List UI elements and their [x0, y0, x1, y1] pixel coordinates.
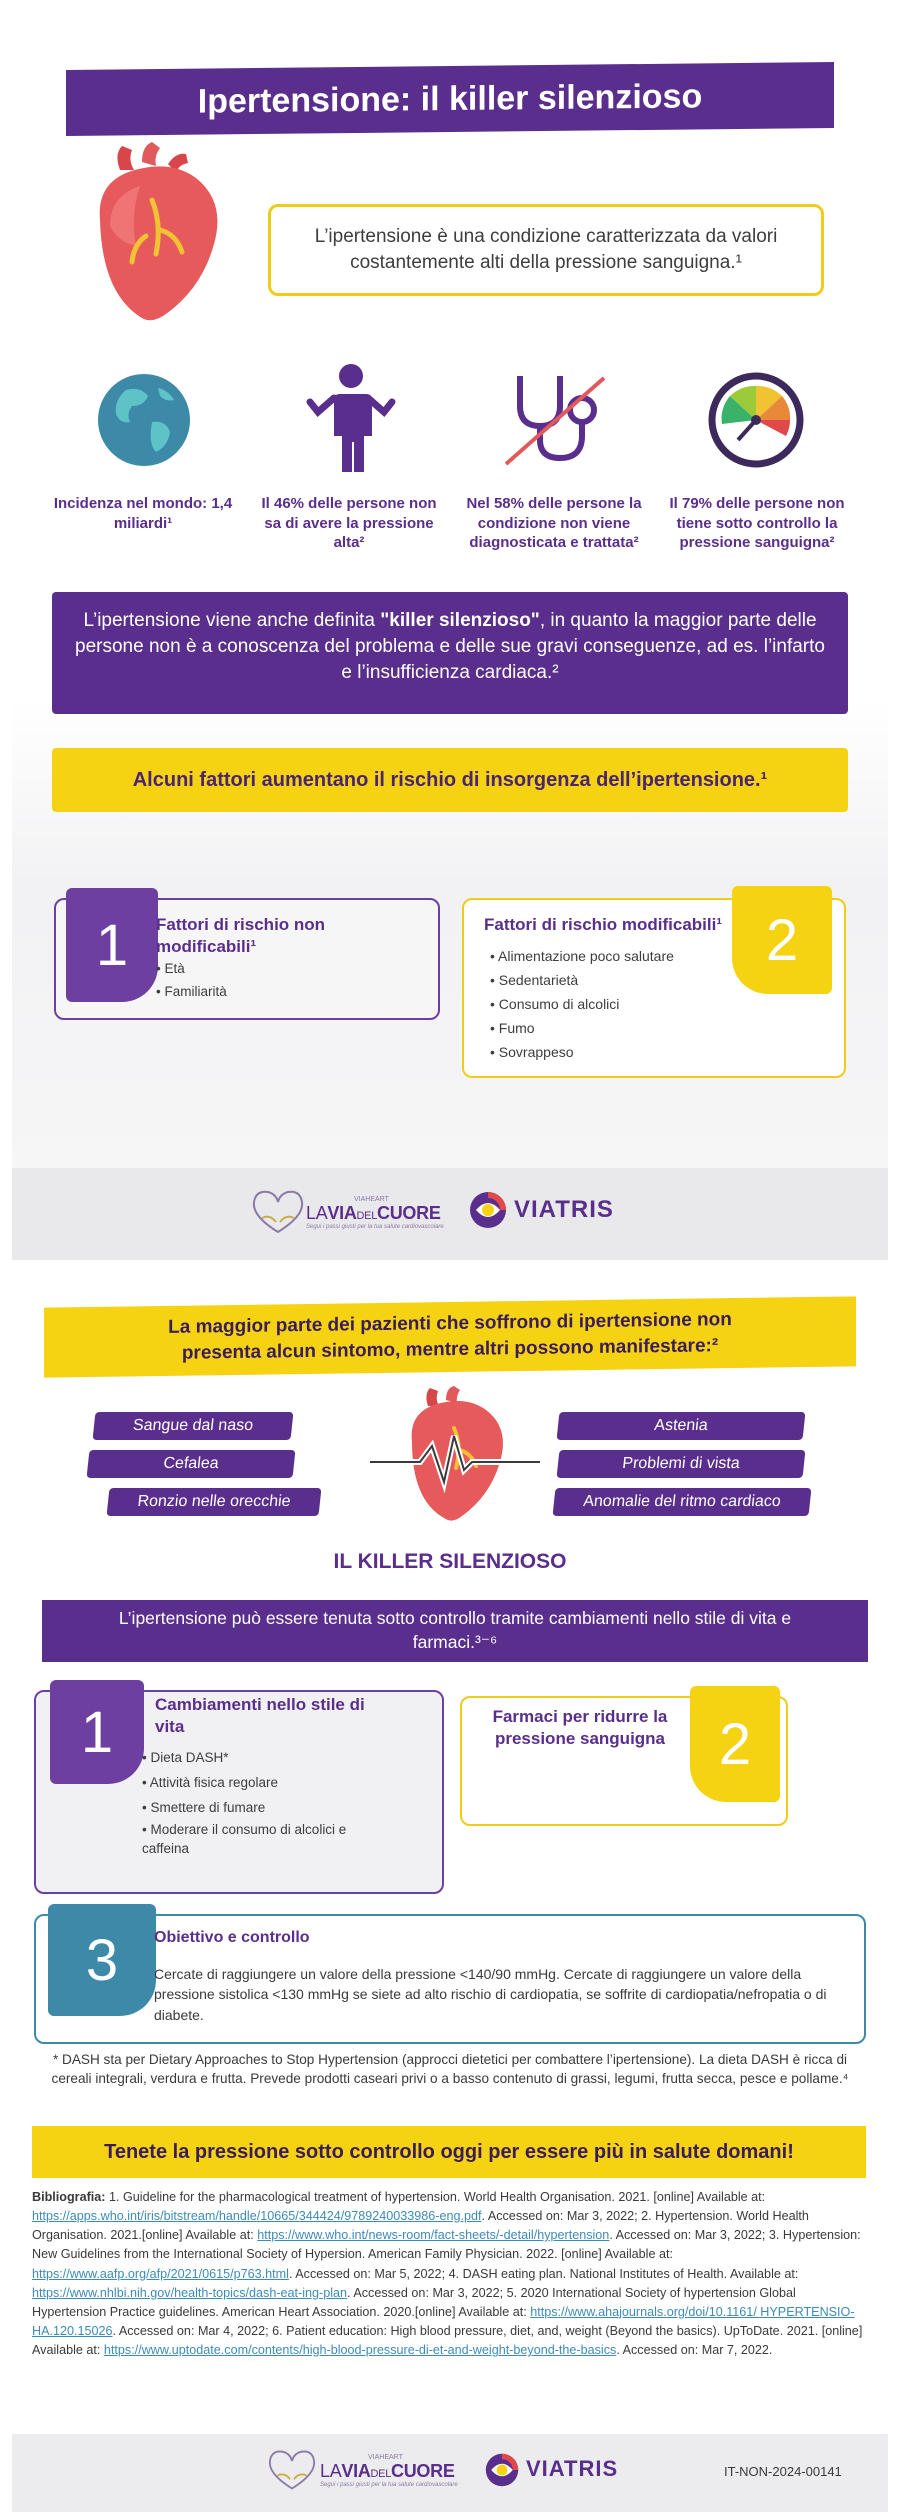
symptom-pill: Sangue dal naso — [93, 1412, 294, 1440]
reference-link[interactable]: https://www.who.int/news-room/fact-sheets/-detail/hypertension — [257, 2228, 610, 2243]
list-item: • Consumo di alcolici — [490, 992, 730, 1016]
stat-label: Il 79% delle persone non tiene sotto controllo la pressione sanguigna² — [669, 495, 845, 551]
symptom-pill: Cefalea — [87, 1450, 296, 1478]
gauge-icon — [708, 372, 804, 468]
logo-text: LA — [306, 1203, 328, 1223]
bibliography-label: Bibliografia: — [32, 2190, 106, 2204]
card-title: Obiettivo e controllo — [154, 1929, 310, 1946]
card-number: 1 — [66, 888, 158, 1002]
list-item: • Alimentazione poco salutare — [490, 944, 730, 968]
risk-factors-banner: Alcuni fattori aumentano il rischio di insorgenza dell’ipertensione.¹ — [52, 748, 848, 812]
logo-text: CUORE — [391, 2461, 455, 2481]
list-item: • Fumo — [490, 1016, 730, 1040]
heart-hands-logo-icon — [248, 1188, 308, 1238]
globe-icon — [96, 372, 192, 468]
card-title: Fattori di rischio non modificabili¹ — [156, 915, 326, 957]
list-item: • Dieta DASH* — [142, 1746, 382, 1771]
viatris-logo-text: VIATRIS — [526, 2456, 619, 2481]
stat-label: Il 46% delle persone non sa di avere la pressione alta² — [261, 495, 437, 551]
reference-link[interactable]: https://www.aafp.org/afp/2021/0615/p763.html — [32, 2266, 289, 2281]
logo-text: DEL — [370, 2468, 392, 2480]
card-number: 2 — [690, 1686, 780, 1802]
heart-icon — [80, 140, 230, 330]
card-title: Cambiamenti nello stile di vita — [155, 1695, 365, 1737]
card-title: Farmaci per ridurre la pressione sanguigna — [492, 1707, 668, 1749]
logo-text: VIA — [327, 1203, 357, 1223]
heart-pulse-icon — [370, 1386, 540, 1536]
list-item: • Sedentarietà — [490, 968, 730, 992]
list-item: • Attività fisica regolare — [142, 1771, 382, 1796]
logo-small-text: VIAHEART — [368, 2454, 403, 2461]
viatris-logo-text: VIATRIS — [514, 1196, 614, 1223]
logo-text: DEL — [356, 1210, 378, 1222]
lifestyle-list — [142, 1746, 382, 1859]
card-title: Fattori di rischio modificabili¹ — [484, 915, 723, 934]
logo-text: VIA — [341, 2461, 371, 2481]
list-item: • Sovrappeso — [490, 1040, 730, 1064]
silent-killer-box: L’ipertensione viene anche definita "killer silenzioso", in quanto la maggior parte delle persone non è a conoscenza del problema e delle sue gravi conseguenze, ad es. l’infarto e l’insufficienza cardiaca.² — [52, 592, 848, 714]
card-number: 2 — [732, 886, 832, 994]
logo-text: CUORE — [377, 1203, 441, 1223]
lavia-logo — [320, 2454, 470, 2488]
reference-link[interactable]: https://www.nhlbi.nih.gov/health-topics/dash-eat-ing-plan — [32, 2285, 348, 2300]
heart-hands-logo-icon — [264, 2448, 320, 2494]
definition-box: L’ipertensione è una condizione caratterizzata da valori costantemente alti della pressione sanguigna.¹ — [268, 204, 824, 296]
card-number: 1 — [50, 1680, 144, 1784]
list-item: • Familiarità — [156, 981, 416, 1004]
closing-banner: Tenete la pressione sotto controllo oggi per essere più in salute domani! — [32, 2126, 866, 2178]
goal-text: Cercate di raggiungere un valore della pressione <140/90 mmHg. Cercate di raggiungere un valore della pressione sistolica <130 mmHg se siete ad alto rischio di cardiopatia, se soffrite di cardiopatia/nefropatia o di diabete. — [154, 1966, 827, 2023]
symptom-pill: Problemi di vista — [557, 1450, 806, 1478]
stat-label: Incidenza nel mondo: 1,4 miliardi¹ — [53, 495, 233, 532]
list-item: • Smettere di fumare — [142, 1796, 382, 1821]
section-heading: IL KILLER SILENZIOSO — [333, 1550, 567, 1573]
logo-tagline: Segui i passi giusti per la tua salute cardiovascolare — [320, 2482, 458, 2488]
logo-tagline: Segui i passi giusti per la tua salute cardiovascolare — [306, 1224, 444, 1230]
symptom-pill: Anomalie del ritmo cardiaco — [553, 1488, 812, 1516]
stethoscope-crossed-icon — [500, 372, 610, 468]
symptom-pill: Astenia — [557, 1412, 806, 1440]
list-item: • Moderare il consumo di alcolici e caffeina — [142, 1821, 382, 1859]
reference-link[interactable]: https://apps.who.int/iris/bitstream/handle/10665/344424/9789240033986-eng.pdf — [32, 2209, 482, 2224]
reference-link[interactable]: https://www.uptodate.com/contents/high-blood-pressure-di-et-and-weight-beyond-the-basics — [103, 2343, 617, 2358]
symptoms-banner: La maggior parte dei pazienti che soffrono di ipertensione non presenta alcun sintomo, mentre altri possono manifestare:² — [44, 1296, 856, 1377]
symptom-pill: Ronzio nelle orecchie — [107, 1488, 322, 1516]
lavia-logo — [306, 1196, 456, 1230]
logo-text: LA — [320, 2461, 342, 2481]
page-title: Ipertensione: il killer silenzioso — [66, 62, 834, 136]
person-shrug-icon — [306, 362, 396, 474]
list-item: • Età — [156, 958, 416, 981]
document-code: IT-NON-2024-00141 — [724, 2464, 842, 2479]
control-box: L’ipertensione può essere tenuta sotto controllo tramite cambiamenti nello stile di vita e farmaci.³⁻⁶ — [42, 1600, 868, 1662]
modifiable-list — [490, 944, 730, 1064]
viatris-logo-icon — [468, 1190, 508, 1230]
bibliography: Bibliografia: 1. Guideline for the pharmacological treatment of hypertension. World Health Organisation. 2021. [online] Available at: https://apps.who.int/iris/bitstream/handle/10665/344424/9789240033986-eng.pdf. Accessed on: Mar 3, 2022; 2. Hypertension. World Health Organisation. 2021.[online] Available at: https://www.who.int/news-room/fact-sheets/-detail/hypertension. Accessed on: Mar 3, 2022; 3. Hypertension: New Guidelines from the International Society of Hypersion. American Family Physician. 2022. [online] Available at: https://www.aafp.org/afp/2021/0615/p763.html. Accessed on: Mar 5, 2022; 4. DASH eating plan. National Institutes of Health. Available at: https://www.nhlbi.nih.gov/health-topics/dash-eat-ing-plan. Accessed on: Mar 3, 2022; 5. 2020 International Society of hypertension Global Hypertension Practice guidelines. American Heart Association. 2020.[online] Available at: https://www.ahajournals.org/doi/10.1161/ HYPERTENSIO-HA.120.15026. Accessed on: Mar 4, 2022; 6. Patient education: High blood pressure, diet, and, weight (Beyond the basics). UpToDate. 2021. [online] Available at: https://www.uptodate.com/contents/high-blood-pressure-di-et-and-weight-beyond-the-basics. Accessed on: Mar 7, 2022. — [32, 2190, 863, 2358]
logo-small-text: VIAHEART — [354, 1196, 389, 1203]
stat-label: Nel 58% delle persone la condizione non viene diagnosticata e trattata² — [466, 495, 642, 551]
reference-link[interactable]: https://www.ahajournals.org/doi/10.1161/ HYPERTENSIO-HA.120.15026 — [32, 2304, 855, 2338]
card-number: 3 — [48, 1904, 156, 2016]
dash-footnote: * DASH sta per Dietary Approaches to Stop Hypertension (approcci dietetici per combattere l’ipertensione). La dieta DASH è ricca di cereali integrali, verdura e frutta. Prevede prodotti caseari privi o a basso contenuto di grassi, legumi, frutta secca, pesce e pollame.⁴ — [51, 2052, 849, 2087]
viatris-logo-icon — [484, 2452, 520, 2488]
nonmodifiable-list — [156, 958, 416, 1004]
